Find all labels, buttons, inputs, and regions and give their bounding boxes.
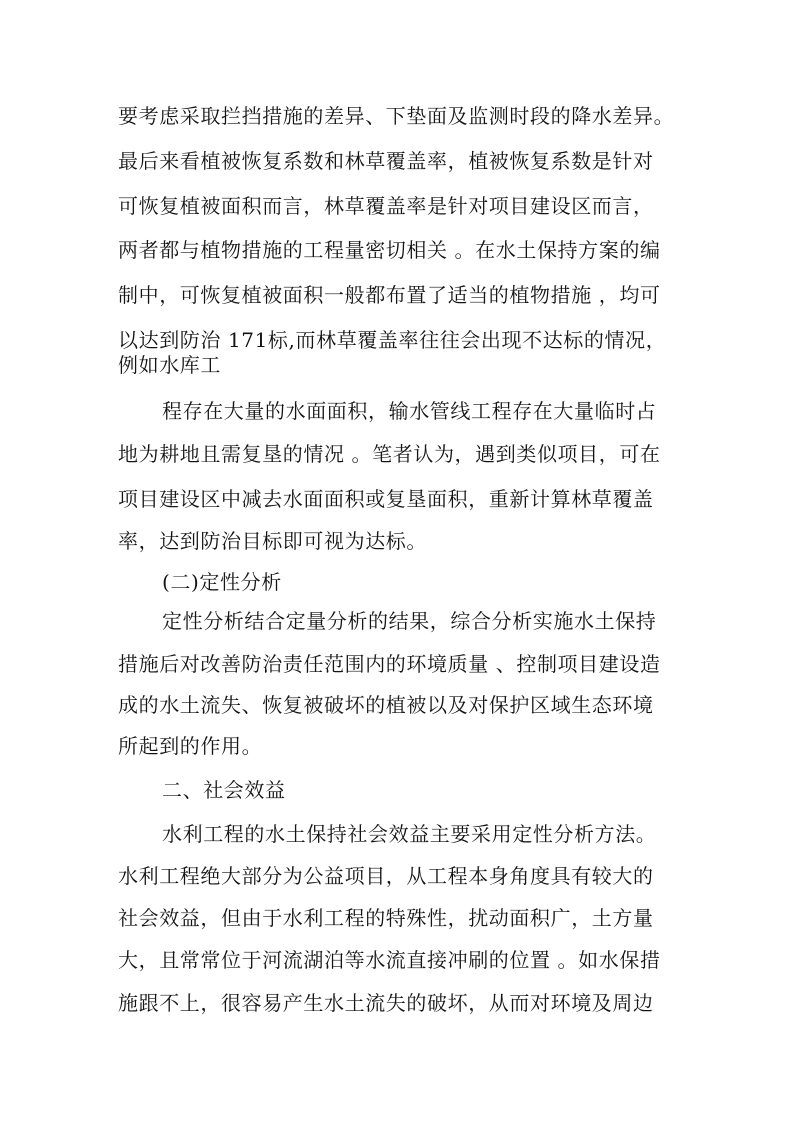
section-heading-qualitative-analysis: (二)定性分析: [162, 570, 282, 594]
text-line-13: 定性分析结合定量分析的结果，综合分析实施水土保持: [162, 609, 657, 633]
text-line-6: 以达到防治 171标,而林草覆盖率往往会出现不达标的情况，: [118, 328, 667, 352]
text-line-10: 项目建设区中减去水面面积或复垦面积，重新计算林草覆盖: [118, 487, 654, 511]
text-line-8: 程存在大量的水面面积，输水管线工程存在大量临时占: [162, 399, 657, 423]
text-line-14: 措施后对改善防治责任范围内的环境质量 、控制项目建设造: [118, 652, 661, 676]
text-line-15: 成的水土流失、恢复被破坏的植被以及对保护区域生态环境: [118, 693, 654, 717]
text-line-22: 施跟不上，很容易产生水土流失的破坏，从而对环境及周边: [118, 991, 654, 1015]
section-heading-social-benefit: 二、社会效益: [162, 778, 286, 802]
text-line-1: 要考虑采取拦挡措施的差异、下垫面及监测时段的降水差异。: [118, 104, 675, 128]
text-line-4: 两者都与植物措施的工程量密切相关 。在水土保持方案的编: [118, 238, 661, 262]
text-line-9: 地为耕地且需复垦的情况 。笔者认为，遇到类似项目，可在: [118, 442, 661, 466]
text-line-20: 社会效益，但由于水利工程的特殊性，扰动面积广，土方量: [118, 906, 654, 930]
text-line-5: 制中，可恢复植被面积一般都布置了适当的植物措施 ，均可: [118, 283, 661, 307]
text-line-18: 水利工程的水土保持社会效益主要采用定性分析方法。: [162, 822, 657, 846]
text-line-11: 率，达到防治目标即可视为达标。: [118, 529, 427, 553]
text-line-21: 大，且常常位于河流湖泊等水流直接冲刷的位置 。如水保措: [118, 948, 661, 972]
text-line-19: 水利工程绝大部分为公益项目，从工程本身角度具有较大的: [118, 864, 654, 888]
text-line-2: 最后来看植被恢复系数和林草覆盖率，植被恢复系数是针对: [118, 149, 654, 173]
text-line-16: 所起到的作用。: [118, 734, 263, 758]
text-line-7: 例如水库工: [118, 353, 221, 377]
text-line-3: 可恢复植被面积而言，林草覆盖率是针对项目建设区而言，: [118, 194, 654, 218]
